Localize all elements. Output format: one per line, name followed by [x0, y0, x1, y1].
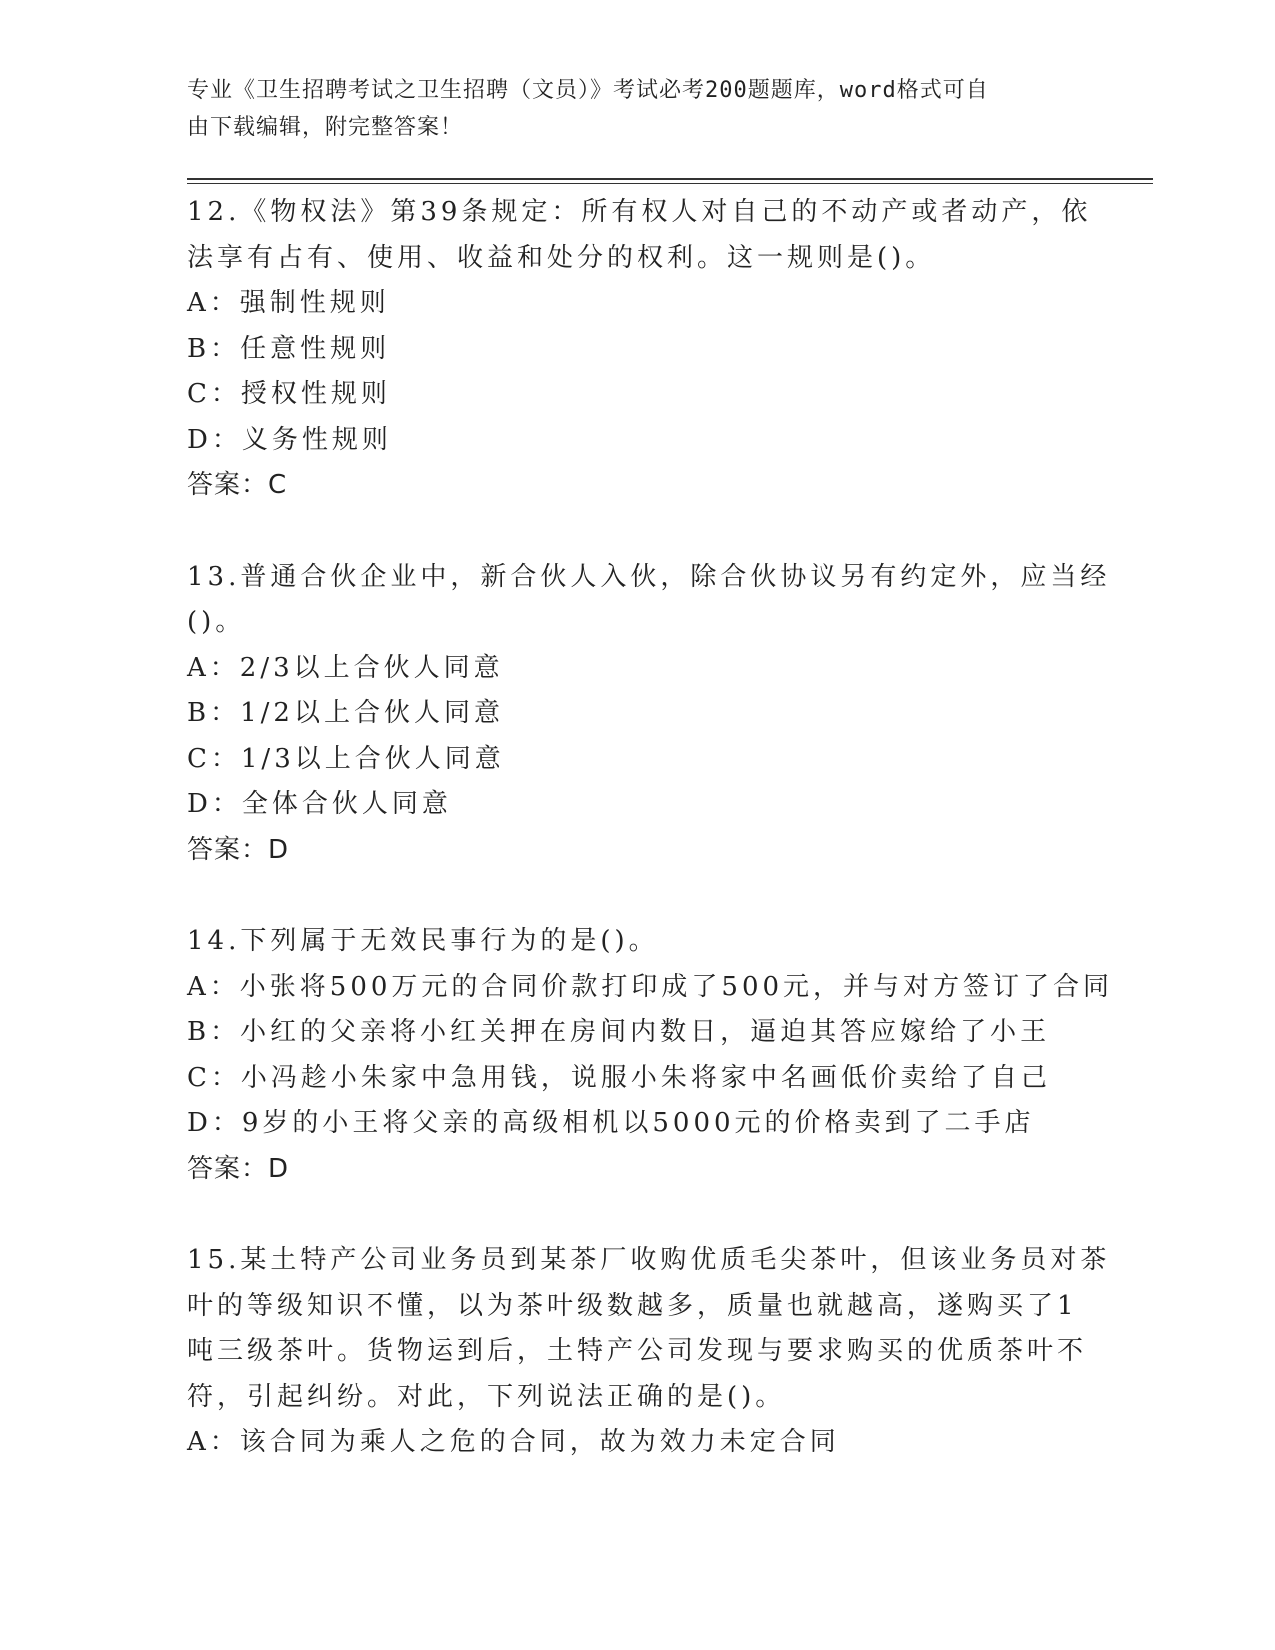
question-15	[187, 1238, 1111, 1466]
question-14	[187, 919, 1114, 1192]
header-line: 由下载编辑，附完整答案！	[187, 115, 464, 140]
question-stem: 吨三级茶叶。货物运到后，土特产公司发现与要求购买的优质茶叶不	[187, 1336, 1088, 1366]
document-header	[187, 72, 1087, 146]
option-b: B：小红的父亲将小红关押在房间内数日，逼迫其答应嫁给了小王	[187, 1017, 1051, 1047]
option-b: B：任意性规则	[187, 333, 391, 364]
question-stem: 符，引起纠纷。对此，下列说法正确的是()。	[187, 1381, 786, 1412]
header-line: 专业《卫生招聘考试之卫生招聘（文员）》考试必考200题题库，word格式可自	[187, 78, 989, 103]
question-list	[187, 190, 1114, 1512]
question-stem: ()。	[187, 607, 246, 637]
question-13	[187, 555, 1111, 874]
question-stem: 叶的等级知识不懂，以为茶叶级数越多，质量也就越高，遂购买了1	[187, 1290, 1078, 1321]
question-stem: 法享有占有、使用、收益和处分的权利。这一规则是()。	[187, 242, 936, 273]
answer: 答案：D	[187, 1153, 290, 1184]
question-12	[187, 190, 1107, 509]
option-c: C：授权性规则	[187, 379, 391, 409]
option-c: C：小冯趁小朱家中急用钱，说服小朱将家中名画低价卖给了自己	[187, 1062, 1051, 1093]
option-c: C：1/3以上合伙人同意	[187, 743, 505, 774]
header-divider	[187, 178, 1153, 180]
question-stem: 15.某土特产公司业务员到某茶厂收购优质毛尖茶叶，但该业务员对茶	[187, 1245, 1111, 1275]
option-d: D：9岁的小王将父亲的高级相机以5000元的价格卖到了二手店	[187, 1108, 1035, 1138]
option-b: B：1/2以上合伙人同意	[187, 698, 504, 728]
option-d: D：全体合伙人同意	[187, 789, 452, 819]
question-stem: 13.普通合伙企业中，新合伙人入伙，除合伙协议另有约定外，应当经	[187, 561, 1111, 592]
option-a: A：强制性规则	[187, 288, 390, 318]
option-a: A：2/3以上合伙人同意	[187, 652, 504, 683]
header-divider-thin	[187, 183, 1153, 184]
question-stem: 14.下列属于无效民事行为的是()。	[187, 926, 659, 956]
question-stem: 12.《物权法》第39条规定：所有权人对自己的不动产或者动产，依	[187, 197, 1092, 227]
option-a: A：小张将500万元的合同价款打印成了500元，并与对方签订了合同	[187, 971, 1114, 1002]
option-a: A：该合同为乘人之危的合同，故为效力未定合同	[187, 1427, 840, 1457]
answer: 答案：D	[187, 834, 290, 865]
option-d: D：义务性规则	[187, 424, 392, 455]
answer: 答案：C	[187, 470, 288, 500]
